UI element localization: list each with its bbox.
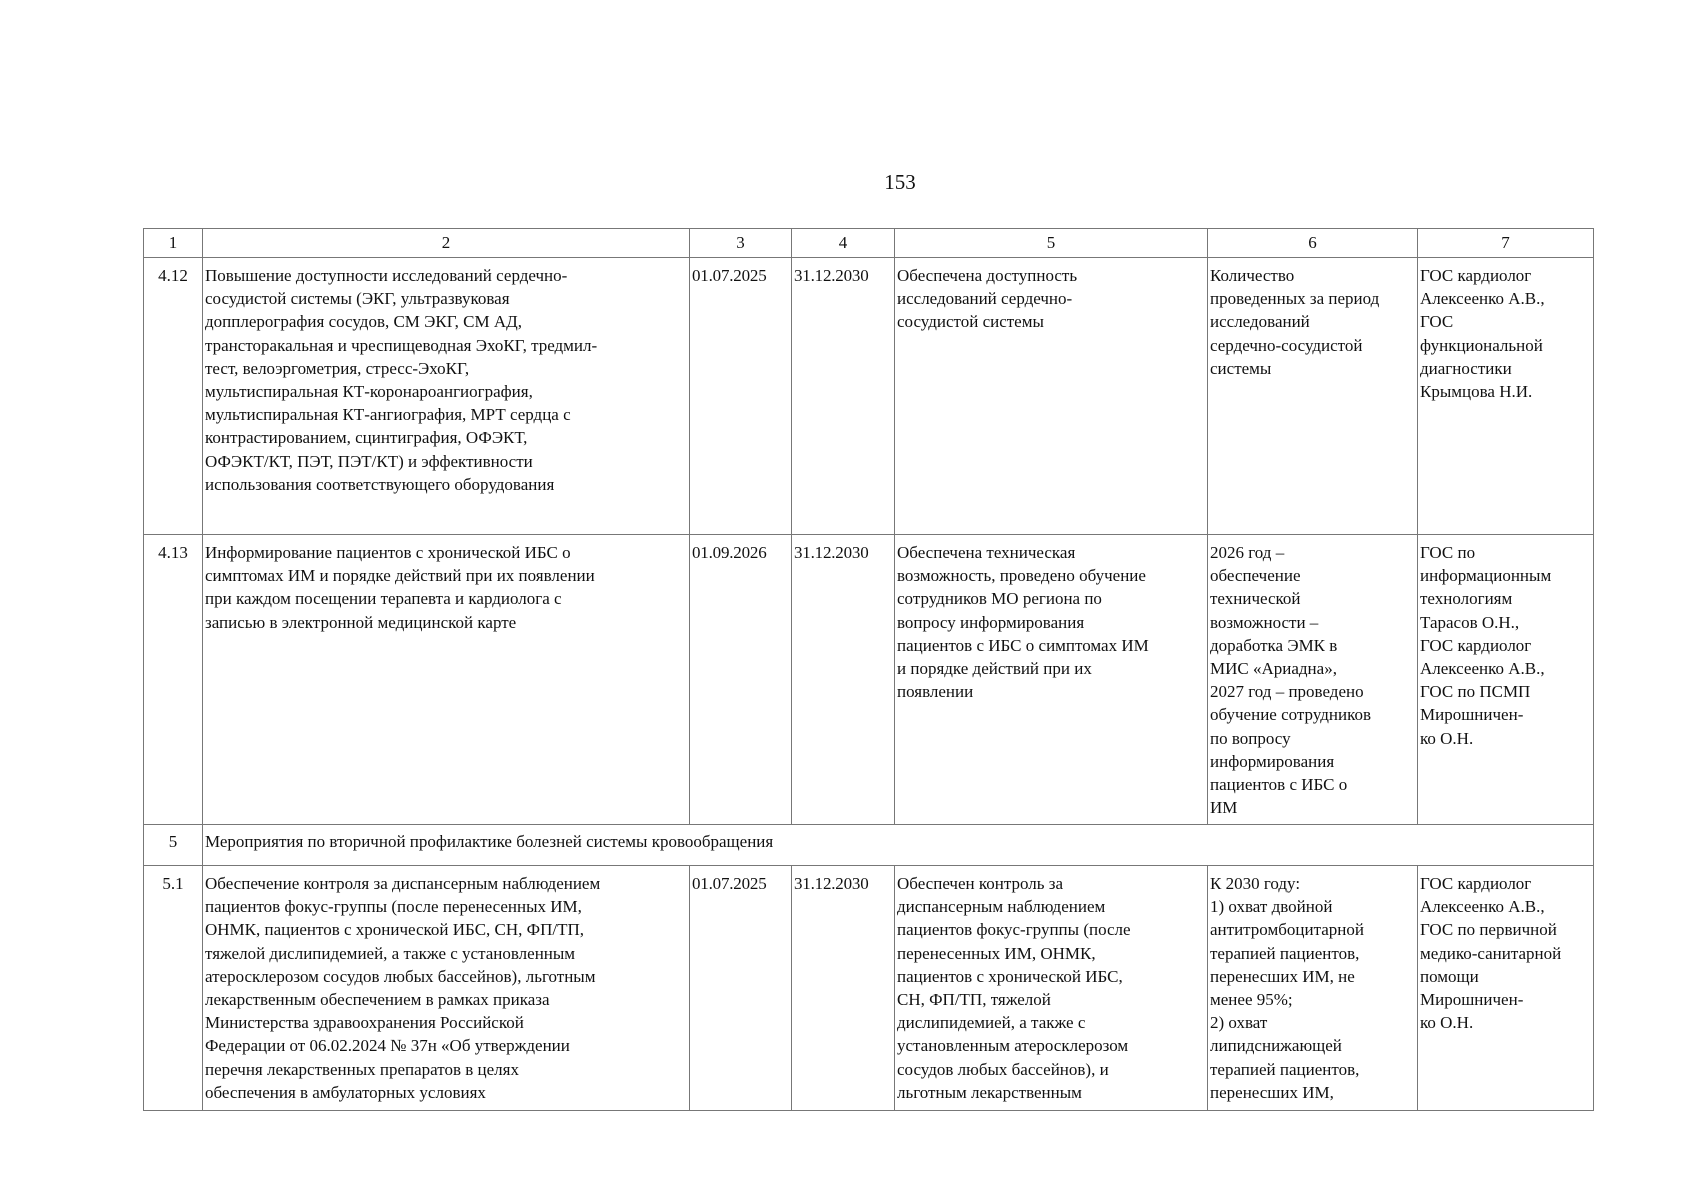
row-number: 4.13	[144, 535, 203, 825]
section-number: 5	[144, 825, 203, 866]
plan-table	[143, 228, 1594, 1111]
column-number: 5	[895, 229, 1208, 258]
column-number: 4	[792, 229, 895, 258]
column-number: 3	[690, 229, 792, 258]
start-date-cell: 01.07.2025	[690, 866, 792, 1111]
column-number-row	[144, 229, 1594, 258]
start-date-cell: 01.07.2025	[690, 258, 792, 535]
result-cell: Обеспечен контроль за диспансерным наблюдением пациентов фокус-группы (после перенесенных ИМ, ОНМК, пациентов с хронической ИБС, СН, ФП/ТП, тяжелой дислипидемией, а также с установленным атеросклерозом сосудов любых бассейнов), и льготным лекарственным	[895, 866, 1208, 1111]
activity-cell: Информирование пациентов с хронической ИБС о симптомах ИМ и порядке действий при их появлении при каждом посещении терапевта и кардиолога с записью в электронной медицинской карте	[203, 535, 690, 825]
column-number: 7	[1418, 229, 1594, 258]
column-number: 1	[144, 229, 203, 258]
section-row	[144, 825, 1594, 866]
result-cell: Обеспечена техническая возможность, проведено обучение сотрудников МО региона по вопросу информирования пациентов с ИБС о симптомах ИМ и порядке действий при их появлении	[895, 535, 1208, 825]
row-number: 5.1	[144, 866, 203, 1111]
table-row	[144, 866, 1594, 1111]
result-cell: Обеспечена доступность исследований сердечно- сосудистой системы	[895, 258, 1208, 535]
end-date-cell: 31.12.2030	[792, 535, 895, 825]
activity-cell: Обеспечение контроля за диспансерным наблюдением пациентов фокус-группы (после перенесенных ИМ, ОНМК, пациентов с хронической ИБС, СН, ФП/ТП, тяжелой дислипидемией, а также с установленным атеросклерозом сосудов любых бассейнов), льготным лекарственным обеспечением в рамках приказа Министерства здравоохранения Российской Федерации от 06.02.2024 № 37н «Об утверждении перечня лекарственных препаратов в целях обеспечения в амбулаторных условиях	[203, 866, 690, 1111]
column-number: 6	[1208, 229, 1418, 258]
responsible-cell: ГОС кардиолог Алексеенко А.В., ГОС функциональной диагностики Крымцова Н.И.	[1418, 258, 1594, 535]
responsible-cell: ГОС кардиолог Алексеенко А.В., ГОС по первичной медико-санитарной помощи Мирошничен- ко О.Н.	[1418, 866, 1594, 1111]
start-date-cell: 01.09.2026	[690, 535, 792, 825]
responsible-cell: ГОС по информационным технологиям Тарасов О.Н., ГОС кардиолог Алексеенко А.В., ГОС по ПСМП Мирошничен- ко О.Н.	[1418, 535, 1594, 825]
indicator-cell: Количество проведенных за период исследований сердечно-сосудистой системы	[1208, 258, 1418, 535]
table-row	[144, 258, 1594, 535]
table-row	[144, 535, 1594, 825]
row-number: 4.12	[144, 258, 203, 535]
activity-cell: Повышение доступности исследований сердечно- сосудистой системы (ЭКГ, ультразвуковая допплерография сосудов, СМ ЭКГ, СМ АД, трансторакальная и чреспищеводная ЭхоКГ, тредмил- тест, велоэргометрия, стресс-ЭхоКГ, мультиспиральная КТ-коронароангиография, мультиспиральная КТ-ангиография, МРТ сердца с контрастированием, сцинтиграфия, ОФЭКТ, ОФЭКТ/КТ, ПЭТ, ПЭТ/КТ) и эффективности использования соответствующего оборудования	[203, 258, 690, 535]
indicator-cell: К 2030 году: 1) охват двойной антитромбоцитарной терапией пациентов, перенесших ИМ, не менее 95%; 2) охват липидснижающей терапией пациентов, перенесших ИМ,	[1208, 866, 1418, 1111]
end-date-cell: 31.12.2030	[792, 866, 895, 1111]
page-number: 153	[884, 170, 916, 194]
indicator-cell: 2026 год – обеспечение технической возможности – доработка ЭМК в МИС «Ариадна», 2027 год – проведено обучение сотрудников по вопросу информирования пациентов с ИБС о ИМ	[1208, 535, 1418, 825]
section-title: Мероприятия по вторичной профилактике болезней системы кровообращения	[203, 825, 1594, 866]
column-number: 2	[203, 229, 690, 258]
end-date-cell: 31.12.2030	[792, 258, 895, 535]
